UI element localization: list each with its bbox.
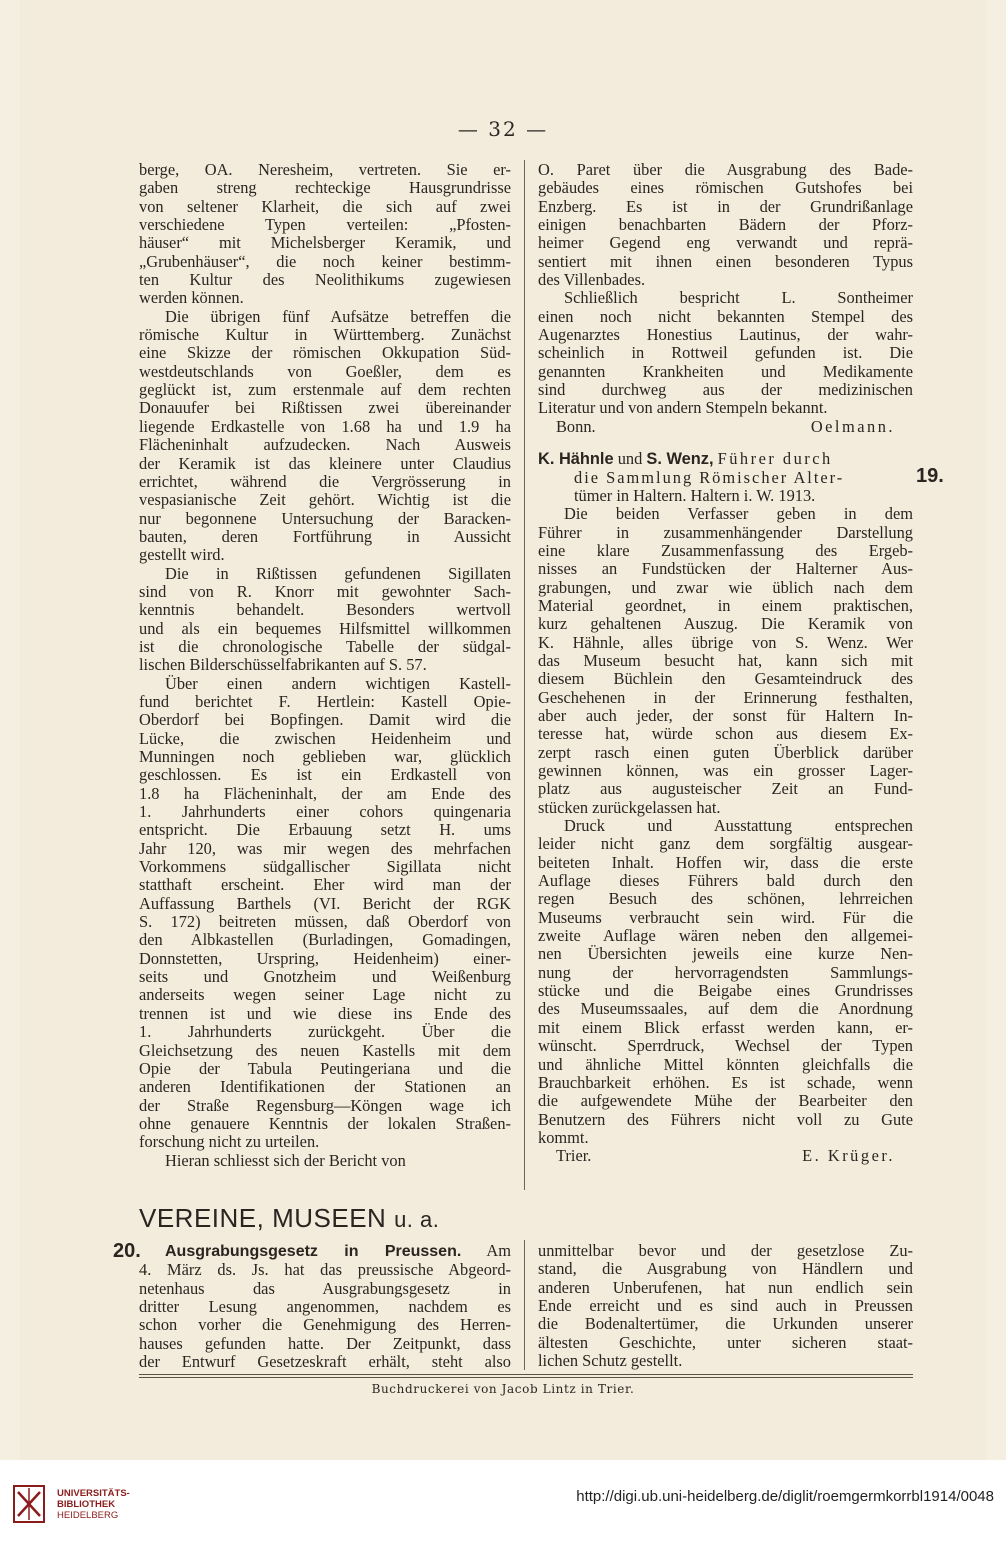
entry-19-author-b: S. Wenz, xyxy=(646,450,714,469)
text-line: einigen benachbarten Bädern der Pforz- xyxy=(538,216,913,235)
entry-19-title-2: die Sammlung Römischer Alter- xyxy=(574,468,845,487)
text-line: schon vorher die Genehmigung des Herren- xyxy=(139,1316,511,1335)
text-line: scheinlich in Rottweil gefunden ist. Die xyxy=(538,344,913,363)
text-line: diesem Büchlein den Gesamteindruck des xyxy=(538,670,913,689)
text-line: Donnstetten, Urspring, Heidenheim) einer- xyxy=(139,949,511,968)
signature-name: Oelmann. xyxy=(810,417,895,436)
section-title-small: u. a. xyxy=(394,1207,440,1232)
text-line: wünscht. Sperrdruck, Wechsel der Typen xyxy=(538,1037,913,1056)
signature-name: E. Krüger. xyxy=(802,1147,895,1166)
text-line: gewinnen können, was ein grosser Lager- xyxy=(538,762,913,780)
text-line: seits und Gnotzheim und Weißenburg xyxy=(139,968,511,987)
text-line: leider nicht ganz dem sorgfältig ausgear- xyxy=(538,835,913,854)
text-line: Ende erreicht und es sind auch in Preussen xyxy=(538,1297,913,1316)
text-line: stand, die Ausgrabung von Händlern und xyxy=(538,1260,913,1279)
text-line: der Entwurf Gesetzeskraft erhält, steht also xyxy=(139,1353,511,1372)
entry-19-und: und xyxy=(617,449,643,469)
text-line: vespasianische Zeit gehört. Wichtig ist die xyxy=(139,491,511,510)
text-line: geglückt ist, zum erstenmale auf dem rechten xyxy=(139,381,511,400)
text-line: der Straße Regensburg—Köngen wage ich xyxy=(139,1096,511,1115)
text-line: den Albkastellen (Burladingen, Gomadingen, xyxy=(139,931,511,950)
text-line: des Villenbades. xyxy=(538,271,646,290)
text-line: grabungen, und zwar wie üblich nach dem xyxy=(538,578,913,597)
text-line: nung der hervorragendsten Sammlungs- xyxy=(538,963,913,982)
entry-19-number: 19. xyxy=(916,465,944,487)
text-line: anderen Identifikationen der Stationen an xyxy=(139,1078,511,1097)
text-line: römische Kultur in Württemberg. Zunächst xyxy=(139,326,511,345)
text-line: Die beiden Verfasser geben in dem xyxy=(564,505,913,524)
text-line: O. Paret über die Ausgrabung des Bade- xyxy=(538,161,913,179)
text-line: Die in Rißtissen gefundenen Sigillaten xyxy=(165,564,511,583)
text-line: platz aus augusteischer Zeit an Fund- xyxy=(538,780,913,799)
text-line: Munningen noch geblieben war, glücklich xyxy=(139,748,511,766)
text-line: Schließlich bespricht L. Sontheimer xyxy=(564,289,913,308)
text-line: stücken zurückgelassen hat. xyxy=(538,798,721,817)
column-divider-bottom xyxy=(524,1240,525,1370)
text-line: lichen Schutz gestellt. xyxy=(538,1352,683,1371)
text-line: Opie der Tabula Peutingeriana und die xyxy=(139,1059,511,1078)
text-line: regen Besuch des schönen, lehrreichen xyxy=(538,890,913,909)
page-number: — 32 — xyxy=(457,117,549,141)
text-line: kurz gehaltenen Auszug. Die Keramik von xyxy=(538,615,913,634)
signature-krueger xyxy=(538,1147,913,1165)
section-title xyxy=(139,1203,439,1234)
text-line: Vorkommens südgallischer Sigillata nicht xyxy=(139,858,511,877)
text-line: Oberdorf bei Bopfingen. Damit wird die xyxy=(139,711,511,730)
text-line: genannten Krankheiten und Medikamente xyxy=(538,362,913,381)
text-line: ist die chronologische Tabelle der südgal- xyxy=(139,637,511,656)
text-line: Druck und Ausstattung entsprechen xyxy=(564,817,913,836)
text-line: das Museum besucht hat, kann sich mit xyxy=(538,651,913,670)
text-line: netenhaus das Ausgrabungsgesetz in xyxy=(139,1279,511,1298)
text-line: werden können. xyxy=(139,289,244,308)
signature-oelmann xyxy=(538,418,913,436)
text-line: heimer Gegend eng verwandt und reprä- xyxy=(538,234,913,253)
column-right-top xyxy=(538,161,913,1166)
text-line: hauses gefunden hatte. Der Zeitpunkt, dass xyxy=(139,1334,511,1353)
text-line: eine klare Zusammenfassung des Ergeb- xyxy=(538,541,913,560)
entry-20-title: Ausgrabungsgesetz in Preussen. xyxy=(165,1243,462,1260)
text-line: sind von R. Knorr mit gewohnter Sach- xyxy=(139,582,511,601)
text-line: Enzberg. Es ist in der Grundrißanlage xyxy=(538,197,913,216)
text-line: und ähnliche Mittel könnten gleichfalls die xyxy=(538,1055,913,1074)
text-line: ohne genauere Kenntnis der lokalen Straßen- xyxy=(139,1114,511,1133)
source-url[interactable]: http://digi.ub.uni-heidelberg.de/diglit/roemgermkorrbl1914/0048 xyxy=(576,1488,994,1505)
library-line-2: BIBLIOTHEK xyxy=(57,1499,116,1510)
text-line: gestellt wird. xyxy=(139,546,225,565)
text-line: Auflage dieses Führers bald durch den xyxy=(538,872,913,891)
entry-19-title-1: Führer durch xyxy=(717,449,833,469)
text-line: trennen ist und wie diese ins Ende des xyxy=(139,1004,511,1023)
text-line: „Grubenhäuser“, die noch keiner bestimm- xyxy=(139,252,511,271)
text-line: ten Kultur des Neolithikums zugewiesen xyxy=(139,271,511,290)
text-line: kommt. xyxy=(538,1128,589,1147)
text-line: statthaft erscheint. Eher wird man der xyxy=(139,876,511,895)
text-line: nen Übersichten jeweils eine kurze Nen- xyxy=(538,945,913,964)
text-line: gaben streng rechteckige Hausgrundrisse xyxy=(139,179,511,198)
text-line: Jahr 120, was mir wegen des mehrfachen xyxy=(139,839,511,858)
text-line: 4. März ds. Js. hat das preussische Abgeord- xyxy=(139,1261,511,1280)
text-line: Gleichsetzung des neuen Kastells mit dem xyxy=(139,1041,511,1060)
text-line: Benutzern des Führers nicht voll zu Gute xyxy=(538,1110,913,1129)
text-line: Museums verbraucht sein wird. Für die xyxy=(538,908,913,927)
text-line: beiteten Inhalt. Hoffen wir, dass die erste xyxy=(538,853,913,872)
text-line: 1. Jahrhunderts einer cohors quingenaria xyxy=(139,803,511,822)
library-line-1: UNIVERSITÄTS- xyxy=(57,1488,130,1499)
text-line: dritter Lesung angenommen, nachdem es xyxy=(139,1298,511,1317)
column-left-top xyxy=(139,161,511,1170)
text-line: Material geordnet, in einem praktischen, xyxy=(538,596,913,615)
text-line: häuser“ mit Michelsberger Keramik, und xyxy=(139,234,511,253)
text-line: nisses an Fundstücken der Halterner Aus- xyxy=(538,560,913,579)
closing-rule-2 xyxy=(139,1377,913,1378)
text-line: bauten, deren Fortführung in Aussicht xyxy=(139,527,511,546)
text-line: liegende Erdkastelle von 1.68 ha und 1.9 ha xyxy=(139,417,511,436)
entry-20-line: Am xyxy=(486,1242,511,1260)
text-line: zweite Auflage wären neben den allgemei- xyxy=(538,927,913,946)
text-line: Geschehenen in der Erinnerung festhalten, xyxy=(538,688,913,707)
text-line: verschiedene Typen verteilen: „Pfosten- xyxy=(139,216,511,235)
text-line: 1. Jahrhunderts zurückgeht. Über die xyxy=(139,1023,511,1042)
text-line: 1.8 ha Flächeninhalt, der am Ende des xyxy=(139,784,511,803)
text-line: Donauufer bei Rißtissen zwei übereinander xyxy=(139,399,511,418)
text-line: anderseits wegen seiner Lage nicht zu xyxy=(139,986,511,1005)
entry-19-heading xyxy=(538,450,913,468)
column-right-bottom xyxy=(538,1242,913,1370)
text-line: eine Skizze der römischen Okkupation Süd- xyxy=(139,344,511,363)
text-line: forschung nicht zu urteilen. xyxy=(139,1133,320,1152)
entry-19-author-a: K. Hähnle xyxy=(538,450,614,469)
printer-imprint: Buchdruckerei von Jacob Lintz in Trier. xyxy=(371,1382,635,1396)
library-logo-icon xyxy=(12,1482,50,1526)
entry-20-first-line xyxy=(139,1242,511,1261)
text-line: Lücke, die zwischen Heidenheim und xyxy=(139,729,511,748)
text-line: aber auch jeder, der sonst für Haltern In- xyxy=(538,706,913,725)
text-line: fund berichtet F. Hertlein: Kastell Opie- xyxy=(139,692,511,711)
text-line: des Museumssaales, auf dem die Anordnung xyxy=(538,1000,913,1019)
text-line: die aufgewendete Mühe der Bearbeiter den xyxy=(538,1092,913,1111)
text-line: und als ein bequemes Hilfsmittel willkommen xyxy=(139,619,511,638)
text-line: nur begonnene Untersuchung der Baracken- xyxy=(139,509,511,528)
text-line: anderen Unberufenen, hat nun endlich sein xyxy=(538,1278,913,1297)
text-line: Auffassung Barthels (VI. Bericht der RGK xyxy=(139,894,511,913)
text-line: lischen Bilderschüsselfabrikanten auf S. 57. xyxy=(139,656,427,675)
text-line: gebäudes eines römischen Gutshofes bei xyxy=(538,179,913,198)
text-line: teresse hat, würde schon aus diesem Ex- xyxy=(538,725,913,744)
entry-19-title-3: tümer in Haltern. Haltern i. W. 1913. xyxy=(574,486,816,505)
text-line: Die übrigen fünf Aufsätze betreffen die xyxy=(165,307,511,326)
text-line: mit einem Blick erfasst werden kann, er- xyxy=(538,1018,913,1037)
text-line: kenntnis behandelt. Besonders wertvoll xyxy=(139,601,511,620)
signature-place: Bonn. xyxy=(556,417,596,436)
text-line: errichtet, während die Vergrösserung in xyxy=(139,472,511,491)
text-line: ältesten Geschichte, unter sicheren staat- xyxy=(538,1333,913,1352)
text-line: westdeutschlands von Goeßler, dem es xyxy=(139,362,511,381)
column-divider-top xyxy=(524,160,525,1190)
text-line: stücke und die Beigabe eines Grundrisses xyxy=(538,982,913,1001)
text-line: K. Hähnle, alles übrige von S. Wenz. Wer xyxy=(538,633,913,652)
text-line: berge, OA. Neresheim, vertreten. Sie er- xyxy=(139,161,511,179)
text-line: entspricht. Die Erbauung setzt H. ums xyxy=(139,821,511,840)
text-line: einen noch nicht bekannten Stempel des xyxy=(538,307,913,326)
text-line: Brauchbarkeit erhöhen. Es ist schade, wenn xyxy=(538,1073,913,1092)
text-line: die Bodenaltertümer, die Urkunden unserer xyxy=(538,1315,913,1334)
column-left-bottom xyxy=(139,1242,511,1371)
text-line: sentiert mit ihnen einen besonderen Typus xyxy=(538,252,913,271)
text-line: zerpt rasch einen guten Überblick darüber xyxy=(538,743,913,762)
text-line: Über einen andern wichtigen Kastell- xyxy=(165,674,511,693)
library-line-3: HEIDELBERG xyxy=(57,1510,119,1521)
text-line: Hieran schliesst sich der Bericht von xyxy=(165,1151,406,1170)
text-line: von seltener Klarheit, die sich auf zwei xyxy=(139,197,511,216)
signature-place: Trier. xyxy=(556,1147,592,1166)
section-title-main: VEREINE, MUSEEN xyxy=(139,1203,387,1233)
closing-rule-1 xyxy=(139,1374,913,1375)
text-line: sind durchweg aus der medizinischen xyxy=(538,381,913,400)
text-line: Augenarztes Honestius Lautinus, der wahr- xyxy=(538,326,913,345)
text-line: Literatur und von andern Stempeln bekannt. xyxy=(538,399,828,418)
text-line: Flächeninhalt aufzudecken. Nach Ausweis xyxy=(139,436,511,455)
text-line: der Keramik ist das kleinere unter Claudius xyxy=(139,454,511,473)
text-line: unmittelbar bevor und der gesetzlose Zu- xyxy=(538,1242,913,1260)
text-line: S. 172) beitreten müssen, daß Oberdorf von xyxy=(139,913,511,932)
entry-20-number: 20. xyxy=(113,1240,141,1262)
library-name xyxy=(57,1488,130,1521)
text-line: geschlossen. Es ist ein Erdkastell von xyxy=(139,766,511,785)
text-line: Führer in zusammenhängender Darstellung xyxy=(538,523,913,542)
